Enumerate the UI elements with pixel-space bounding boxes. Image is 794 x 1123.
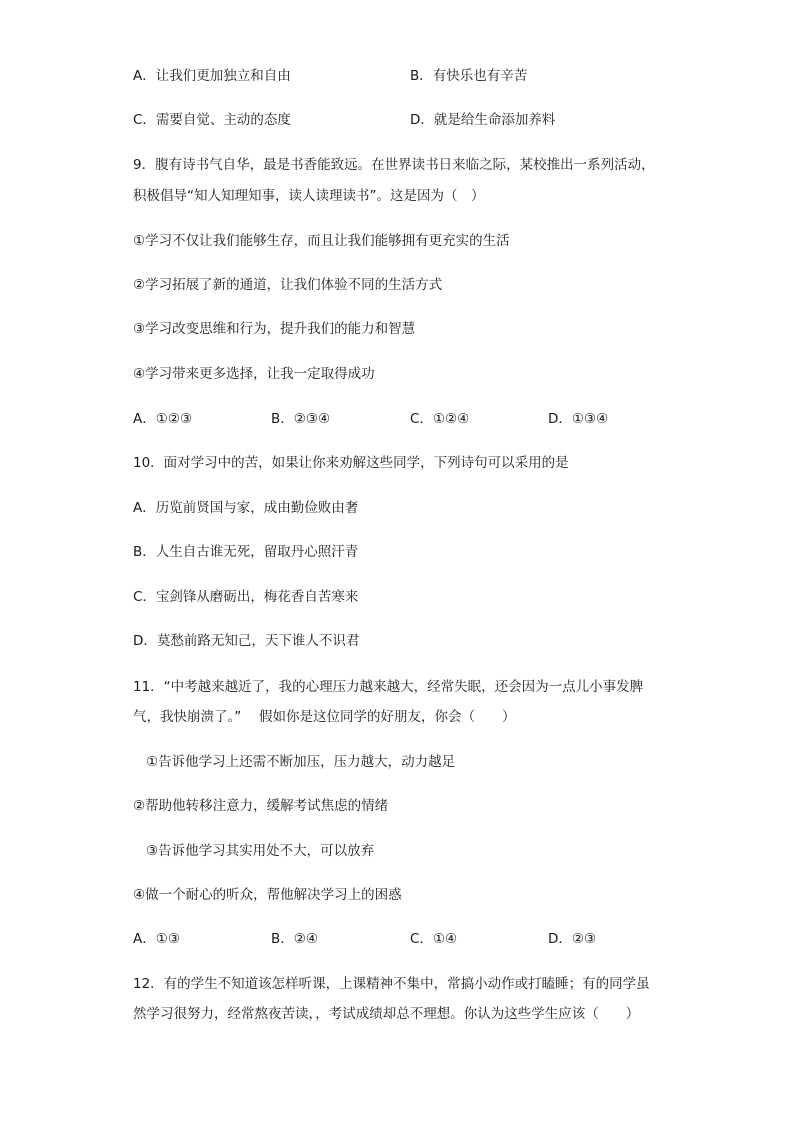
q10-option-a: A．历览前贤国与家，成由勤俭败由奢 (133, 500, 359, 516)
q11-item-1: ①告诉他学习上还需不断加压，压力越大，动力越足 (146, 754, 456, 770)
q12-stem-line2: 然学习很努力，经常熬夜苦读，，考试成绩却总不理想。你认为这些学生应该（ ） (133, 1006, 640, 1022)
q11-item-4: ④做一个耐心的听众，帮他解决学习上的困惑 (133, 887, 402, 903)
q11-option-c: C．①④ (410, 931, 458, 947)
q8-option-b: B．有快乐也有辛苦 (410, 68, 528, 84)
q10-stem: 10．面对学习中的苦，如果让你来劝解这些同学，下列诗句可以采用的是 (133, 455, 569, 471)
q11-stem-line2: 气，我快崩溃了。” 假如你是这位同学的好朋友，你会（ ） (133, 709, 516, 725)
q8-option-a: A．让我们更加独立和自由 (133, 68, 291, 84)
q9-option-c: C．①②④ (410, 411, 470, 427)
q9-stem-line1: 9．腹有诗书气自华，最是书香能致远。在世界读书日来临之际，某校推出一系列活动， (133, 157, 655, 173)
q10-option-c: C．宝剑锋从磨砺出，梅花香自苦寒来 (133, 589, 359, 605)
q9-item-2: ②学习拓展了新的通道，让我们体验不同的生活方式 (133, 277, 443, 293)
q9-option-d: D．①③④ (548, 411, 609, 427)
q11-item-3: ③告诉他学习其实用处不大，可以放弃 (146, 843, 375, 859)
q11-item-2: ②帮助他转移注意力，缓解考试焦虑的情绪 (133, 798, 389, 814)
q10-option-b: B．人生自古谁无死，留取丹心照汗青 (133, 544, 359, 560)
q11-stem-line1: 11．“中考越来越近了，我的心理压力越来越大，经常失眠，还会因为一点儿小事发脾 (133, 679, 644, 695)
q10-option-d: D．莫愁前路无知己，天下谁人不识君 (133, 633, 360, 649)
q8-option-d: D．就是给生命添加养料 (410, 112, 556, 128)
q9-item-4: ④学习带来更多选择，让我一定取得成功 (133, 366, 375, 382)
q9-stem-line2: 积极倡导“知人知理知事，读人读理读书”。这是因为（ ） (133, 188, 485, 204)
q9-item-3: ③学习改变思维和行为，提升我们的能力和智慧 (133, 321, 416, 337)
q11-option-b: B．②④ (271, 931, 318, 947)
q12-stem-line1: 12．有的学生不知道该怎样听课，上课精神不集中，常搞小动作或打瞌睡；有的同学虽 (133, 976, 650, 992)
q9-item-1: ①学习不仅让我们能够生存，而且让我们能够拥有更充实的生活 (133, 233, 510, 249)
q9-option-a: A．①②③ (133, 411, 193, 427)
q8-option-c: C．需要自觉、主动的态度 (133, 112, 291, 128)
q9-option-b: B．②③④ (271, 411, 331, 427)
q11-option-a: A．①③ (133, 931, 180, 947)
q11-option-d: D．②③ (548, 931, 597, 947)
